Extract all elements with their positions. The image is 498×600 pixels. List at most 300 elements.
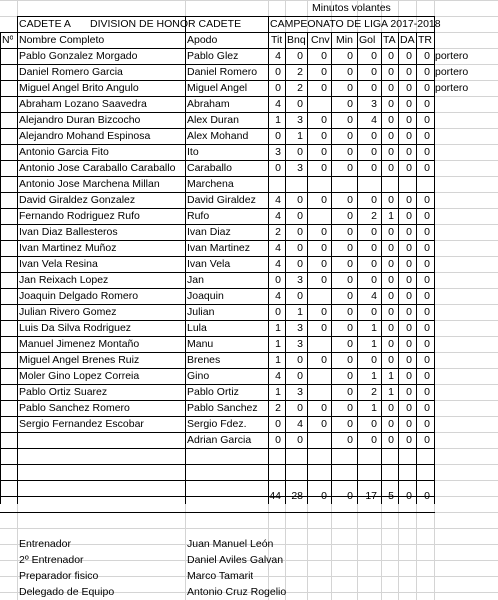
total-tit: 44 xyxy=(269,490,281,502)
stat-cnv: 0 xyxy=(321,82,327,94)
player-note xyxy=(435,240,495,256)
stat-tit: 1 xyxy=(275,386,281,398)
player-nickname: Pablo Sanchez xyxy=(187,402,258,414)
stat-da: 0 xyxy=(406,402,412,414)
header-num: Nº xyxy=(2,34,14,46)
stat-cnv: 0 xyxy=(321,50,327,62)
stat-da: 0 xyxy=(406,258,412,270)
stat-bnq: 0 xyxy=(297,370,303,382)
minutos-volantes-label: Minutos volantes xyxy=(312,2,391,14)
player-name: Miguel Angel Brenes Ruiz xyxy=(19,354,140,366)
player-nickname: Adrian Garcia xyxy=(187,434,252,446)
stat-da: 0 xyxy=(406,370,412,382)
stat-min: 0 xyxy=(347,274,353,286)
stat-min: 0 xyxy=(347,210,353,222)
total-gol: 17 xyxy=(365,490,377,502)
stat-bnq: 2 xyxy=(297,66,303,78)
stat-ta: 0 xyxy=(388,98,394,110)
stat-ta: 0 xyxy=(388,130,394,142)
player-nickname: Ivan Diaz xyxy=(187,226,231,238)
stat-cnv xyxy=(307,208,327,224)
stat-gol: 0 xyxy=(371,354,377,366)
stat-ta: 0 xyxy=(388,274,394,286)
stat-tit: 0 xyxy=(275,418,281,430)
stat-ta: 0 xyxy=(388,66,394,78)
player-note xyxy=(435,304,495,320)
player-note xyxy=(435,96,495,112)
total-bnq: 28 xyxy=(291,490,303,502)
stat-tit: 0 xyxy=(275,66,281,78)
stat-gol: 2 xyxy=(371,386,377,398)
stat-bnq: 0 xyxy=(297,258,303,270)
player-name: Jan Reixach Lopez xyxy=(19,274,109,286)
player-name: Alejandro Mohand Espinosa xyxy=(19,130,151,142)
stat-bnq: 0 xyxy=(297,242,303,254)
player-note xyxy=(435,352,495,368)
stat-bnq: 0 xyxy=(297,402,303,414)
grid-line xyxy=(0,0,498,1)
stat-bnq: 3 xyxy=(297,162,303,174)
player-nickname: Joaquin xyxy=(187,290,224,302)
stat-ta: 0 xyxy=(388,306,394,318)
player-nickname: Sergio Fdez. xyxy=(187,418,247,430)
player-note xyxy=(435,288,495,304)
stat-tr: 0 xyxy=(424,290,430,302)
player-note xyxy=(435,320,495,336)
stat-gol: 1 xyxy=(371,338,377,350)
stat-cnv xyxy=(307,368,327,384)
grid-line xyxy=(17,16,18,504)
player-nickname: Ito xyxy=(187,146,199,158)
stat-tit: 3 xyxy=(275,146,281,158)
stat-bnq: 3 xyxy=(297,274,303,286)
stat-min: 0 xyxy=(347,386,353,398)
stat-tit: 1 xyxy=(275,322,281,334)
stat-gol: 0 xyxy=(371,66,377,78)
stat-cnv: 0 xyxy=(321,322,327,334)
player-note: portero xyxy=(435,50,469,62)
stat-bnq: 0 xyxy=(297,290,303,302)
stat-tr: 0 xyxy=(424,66,430,78)
staff-role: Entrenador xyxy=(19,538,71,550)
stat-tit: 2 xyxy=(275,226,281,238)
player-note xyxy=(435,224,495,240)
stat-tit: 4 xyxy=(275,258,281,270)
stat-tr: 0 xyxy=(424,194,430,206)
player-name: Abraham Lozano Saavedra xyxy=(19,98,147,110)
player-name: Julian Rivero Gomez xyxy=(19,306,117,318)
stat-bnq: 4 xyxy=(297,418,303,430)
stat-tr: 0 xyxy=(424,162,430,174)
staff-role: Preparador fisico xyxy=(19,570,99,582)
player-name: Luis Da Silva Rodriguez xyxy=(19,322,132,334)
stat-tr: 0 xyxy=(424,258,430,270)
player-name: Antonio Jose Marchena Millan xyxy=(19,178,160,190)
stat-da: 0 xyxy=(406,354,412,366)
stat-min: 0 xyxy=(347,162,353,174)
stat-tit: 1 xyxy=(275,114,281,126)
player-note: portero xyxy=(435,66,469,78)
player-nickname: Alex Mohand xyxy=(187,130,249,142)
stat-bnq: 1 xyxy=(297,306,303,318)
stat-ta: 0 xyxy=(388,338,394,350)
stat-tr: 0 xyxy=(424,322,430,334)
player-note xyxy=(435,272,495,288)
player-note xyxy=(435,160,495,176)
stat-cnv xyxy=(307,288,327,304)
player-name: Antonio Jose Caraballo Caraballo xyxy=(19,162,176,174)
header-tit: Tit xyxy=(271,34,283,46)
stat-bnq: 2 xyxy=(297,82,303,94)
stat-ta: 0 xyxy=(388,146,394,158)
grid-line xyxy=(331,32,332,504)
header-ta: TA xyxy=(383,34,396,46)
stat-min: 0 xyxy=(347,146,353,158)
stat-ta: 0 xyxy=(388,418,394,430)
grid-line xyxy=(0,32,1,504)
player-name: Fernando Rodriguez Rufo xyxy=(19,210,140,222)
stat-tr: 0 xyxy=(424,82,430,94)
stat-cnv: 0 xyxy=(321,162,327,174)
stat-cnv: 0 xyxy=(321,114,327,126)
stat-bnq: 0 xyxy=(297,354,303,366)
stat-cnv xyxy=(307,432,327,448)
stat-da: 0 xyxy=(406,242,412,254)
stat-tit: 0 xyxy=(275,434,281,446)
header-bnq: Bnq xyxy=(287,34,306,46)
stat-bnq: 3 xyxy=(297,338,303,350)
stat-cnv xyxy=(307,176,327,192)
total-da: 0 xyxy=(406,490,412,502)
stat-min: 0 xyxy=(347,226,353,238)
stat-ta: 0 xyxy=(388,242,394,254)
stat-cnv: 0 xyxy=(321,306,327,318)
stat-ta: 0 xyxy=(388,50,394,62)
player-nickname: Alex Duran xyxy=(187,114,239,126)
staff-name: Marco Tamarit xyxy=(187,570,254,582)
stat-min: 0 xyxy=(347,114,353,126)
stat-bnq: 0 xyxy=(297,210,303,222)
player-name: Moler Gino Lopez Correia xyxy=(19,370,140,382)
stat-min: 0 xyxy=(347,290,353,302)
staff-name: Juan Manuel León xyxy=(187,538,274,550)
grid-line xyxy=(185,16,186,504)
stat-ta: 0 xyxy=(388,402,394,414)
team-label: CADETE A xyxy=(19,18,71,30)
stat-gol: 3 xyxy=(371,98,377,110)
stat-gol: 0 xyxy=(371,434,377,446)
stat-gol: 1 xyxy=(371,370,377,382)
stat-tr: 0 xyxy=(424,130,430,142)
stat-gol: 0 xyxy=(371,50,377,62)
player-nickname: Ivan Vela xyxy=(187,258,231,270)
player-note xyxy=(435,128,495,144)
stat-da: 0 xyxy=(406,434,412,446)
stat-tr: 0 xyxy=(424,306,430,318)
stat-da: 0 xyxy=(406,210,412,222)
player-note xyxy=(435,400,495,416)
header-gol: Gol xyxy=(359,34,376,46)
grid-line xyxy=(0,528,498,529)
stat-cnv xyxy=(307,384,327,400)
player-name: Pablo Sanchez Romero xyxy=(19,402,130,414)
stat-min: 0 xyxy=(347,258,353,270)
stat-da: 0 xyxy=(406,114,412,126)
player-note xyxy=(435,432,495,448)
stat-bnq: 3 xyxy=(297,322,303,334)
player-name: Pablo Ortiz Suarez xyxy=(19,386,108,398)
header-tr: TR xyxy=(418,34,432,46)
stat-gol: 0 xyxy=(371,194,377,206)
player-nickname: Lula xyxy=(187,322,207,334)
stat-tit: 0 xyxy=(275,306,281,318)
stat-cnv: 0 xyxy=(321,242,327,254)
stat-tit: 4 xyxy=(275,242,281,254)
stat-gol: 2 xyxy=(371,210,377,222)
header-min: Min xyxy=(336,34,353,46)
stat-ta: 0 xyxy=(388,226,394,238)
stat-bnq xyxy=(283,176,303,192)
staff-role: Delegado de Equipo xyxy=(19,586,115,598)
stat-gol: 0 xyxy=(371,130,377,142)
staff-role: 2º Entrenador xyxy=(19,554,84,566)
player-name: Alejandro Duran Bizcocho xyxy=(19,114,141,126)
grid-line xyxy=(0,448,435,449)
stat-ta: 0 xyxy=(388,434,394,446)
stat-min: 0 xyxy=(347,354,353,366)
stat-bnq: 0 xyxy=(297,434,303,446)
stat-tit: 4 xyxy=(275,210,281,222)
stat-gol: 0 xyxy=(371,146,377,158)
player-name: Manuel Jimenez Montaño xyxy=(19,338,140,350)
player-name: Sergio Fernandez Escobar xyxy=(19,418,144,430)
player-nickname: Brenes xyxy=(187,354,221,366)
player-name: Ivan Diaz Ballesteros xyxy=(19,226,118,238)
stat-min: 0 xyxy=(347,402,353,414)
stat-gol: 0 xyxy=(371,226,377,238)
stat-min: 0 xyxy=(347,82,353,94)
stat-gol: 0 xyxy=(371,242,377,254)
stat-gol: 0 xyxy=(371,162,377,174)
player-note xyxy=(435,112,495,128)
stat-cnv: 0 xyxy=(321,146,327,158)
stat-da: 0 xyxy=(406,386,412,398)
stat-min: 0 xyxy=(347,434,353,446)
stat-tr: 0 xyxy=(424,274,430,286)
player-note xyxy=(435,144,495,160)
player-nickname: Caraballo xyxy=(187,162,232,174)
total-cnv: 0 xyxy=(321,490,327,502)
division-label: DIVISION DE HONOR CADETE xyxy=(90,18,242,30)
player-name: David Giraldez Gonzalez xyxy=(19,194,136,206)
stat-cnv: 0 xyxy=(321,194,327,206)
stat-tr: 0 xyxy=(424,418,430,430)
player-nickname: Pablo Ortiz xyxy=(187,386,239,398)
header-apodo: Apodo xyxy=(187,34,218,46)
player-note xyxy=(435,368,495,384)
stat-cnv: 0 xyxy=(321,258,327,270)
stat-da: 0 xyxy=(406,226,412,238)
stat-cnv: 0 xyxy=(321,226,327,238)
player-nickname: Manu xyxy=(187,338,214,350)
stat-tit: 0 xyxy=(275,82,281,94)
player-name: Ivan Vela Resina xyxy=(19,258,98,270)
player-nickname: Rufo xyxy=(187,210,210,222)
header-cnv: Cnv xyxy=(311,34,330,46)
stat-bnq: 3 xyxy=(297,114,303,126)
stat-tit: 4 xyxy=(275,370,281,382)
stat-gol: 0 xyxy=(371,274,377,286)
stat-gol: 0 xyxy=(371,418,377,430)
stat-da: 0 xyxy=(406,130,412,142)
stat-min: 0 xyxy=(347,418,353,430)
stat-ta: 0 xyxy=(388,114,394,126)
player-note xyxy=(435,208,495,224)
total-tr: 0 xyxy=(424,490,430,502)
stat-da: 0 xyxy=(406,98,412,110)
stat-tit: 1 xyxy=(275,338,281,350)
stat-tit: 4 xyxy=(275,290,281,302)
player-name: Miguel Angel Brito Angulo xyxy=(19,82,139,94)
header-nombre: Nombre Completo xyxy=(19,34,105,46)
stat-bnq: 1 xyxy=(297,130,303,142)
stat-ta: 1 xyxy=(388,386,394,398)
stat-tit xyxy=(261,176,281,192)
stat-tit: 4 xyxy=(275,98,281,110)
player-note xyxy=(435,192,495,208)
stat-ta: 1 xyxy=(388,370,394,382)
player-nickname: Abraham xyxy=(187,98,230,110)
stat-tr: 0 xyxy=(424,226,430,238)
stat-gol: 0 xyxy=(371,258,377,270)
stat-cnv xyxy=(307,336,327,352)
player-name: Ivan Martinez Muñoz xyxy=(19,242,117,254)
player-nickname: Daniel Romero xyxy=(187,66,258,78)
stat-ta: 0 xyxy=(388,162,394,174)
player-note xyxy=(435,256,495,272)
stat-gol: 1 xyxy=(371,322,377,334)
stat-bnq: 3 xyxy=(297,386,303,398)
grid-line xyxy=(0,512,435,513)
stat-min: 0 xyxy=(347,242,353,254)
stat-min: 0 xyxy=(347,194,353,206)
stat-gol: 0 xyxy=(371,82,377,94)
stat-tit: 0 xyxy=(275,162,281,174)
stat-tr: 0 xyxy=(424,434,430,446)
stat-bnq: 0 xyxy=(297,98,303,110)
stat-ta: 0 xyxy=(388,322,394,334)
grid-line xyxy=(0,480,435,481)
stat-da: 0 xyxy=(406,50,412,62)
stat-ta: 0 xyxy=(388,258,394,270)
stat-bnq: 0 xyxy=(297,226,303,238)
stat-da: 0 xyxy=(406,290,412,302)
player-nickname: Ivan Martinez xyxy=(187,242,251,254)
stat-tr: 0 xyxy=(424,98,430,110)
stat-ta: 0 xyxy=(388,290,394,302)
staff-name: Antonio Cruz Rogelio xyxy=(187,586,287,598)
staff-name: Daniel Aviles Galvan xyxy=(187,554,284,566)
stat-min: 0 xyxy=(347,338,353,350)
player-note xyxy=(435,176,495,192)
player-nickname: Gino xyxy=(187,370,210,382)
stat-gol: 1 xyxy=(371,402,377,414)
stat-da: 0 xyxy=(406,194,412,206)
stat-ta: 1 xyxy=(388,210,394,222)
player-note: portero xyxy=(435,82,469,94)
stat-ta xyxy=(374,176,394,192)
total-ta: 5 xyxy=(388,490,394,502)
stat-cnv: 0 xyxy=(321,66,327,78)
stat-ta: 0 xyxy=(388,82,394,94)
player-nickname: Jan xyxy=(187,274,204,286)
stat-gol: 0 xyxy=(371,306,377,318)
player-nickname: Miguel Angel xyxy=(187,82,248,94)
stat-cnv: 0 xyxy=(321,402,327,414)
player-note xyxy=(435,336,495,352)
stat-da: 0 xyxy=(406,146,412,158)
stat-min: 0 xyxy=(347,66,353,78)
stat-gol: 4 xyxy=(371,114,377,126)
stat-bnq: 0 xyxy=(297,146,303,158)
player-name xyxy=(19,432,182,448)
stat-ta: 0 xyxy=(388,354,394,366)
stat-tr: 0 xyxy=(424,242,430,254)
stat-cnv: 0 xyxy=(321,274,327,286)
stat-tit: 0 xyxy=(275,274,281,286)
stat-tit: 4 xyxy=(275,194,281,206)
stat-min xyxy=(333,176,353,192)
stat-tr: 0 xyxy=(424,338,430,350)
championship-label: CAMPEONATO DE LIGA 2017-2018 xyxy=(270,18,441,30)
stat-tr: 0 xyxy=(424,402,430,414)
stat-da: 0 xyxy=(406,306,412,318)
stat-tit: 2 xyxy=(275,402,281,414)
stat-min: 0 xyxy=(347,130,353,142)
stat-da: 0 xyxy=(406,338,412,350)
stat-bnq: 0 xyxy=(297,50,303,62)
stat-da: 0 xyxy=(406,162,412,174)
stat-da: 0 xyxy=(406,82,412,94)
stat-tr: 0 xyxy=(424,386,430,398)
grid-line xyxy=(0,464,435,465)
player-nickname: Marchena xyxy=(187,178,234,190)
stat-tr xyxy=(410,176,430,192)
stat-da xyxy=(392,176,412,192)
stat-min: 0 xyxy=(347,306,353,318)
stat-cnv: 0 xyxy=(321,130,327,142)
stat-tr: 0 xyxy=(424,114,430,126)
player-name: Antonio Garcia Fito xyxy=(19,146,109,158)
total-min: 0 xyxy=(347,490,353,502)
stat-tr: 0 xyxy=(424,50,430,62)
stat-min: 0 xyxy=(347,50,353,62)
stat-tit: 1 xyxy=(275,354,281,366)
player-name: Daniel Romero Garcia xyxy=(19,66,123,78)
stat-cnv: 0 xyxy=(321,418,327,430)
stat-min: 0 xyxy=(347,322,353,334)
player-note xyxy=(435,416,495,432)
stat-da: 0 xyxy=(406,274,412,286)
stat-da: 0 xyxy=(406,418,412,430)
player-note xyxy=(435,384,495,400)
stat-min: 0 xyxy=(347,98,353,110)
stat-gol: 4 xyxy=(371,290,377,302)
player-nickname: David Giraldez xyxy=(187,194,256,206)
stat-cnv: 0 xyxy=(321,354,327,366)
stat-tit: 0 xyxy=(275,130,281,142)
stat-bnq: 0 xyxy=(297,194,303,206)
